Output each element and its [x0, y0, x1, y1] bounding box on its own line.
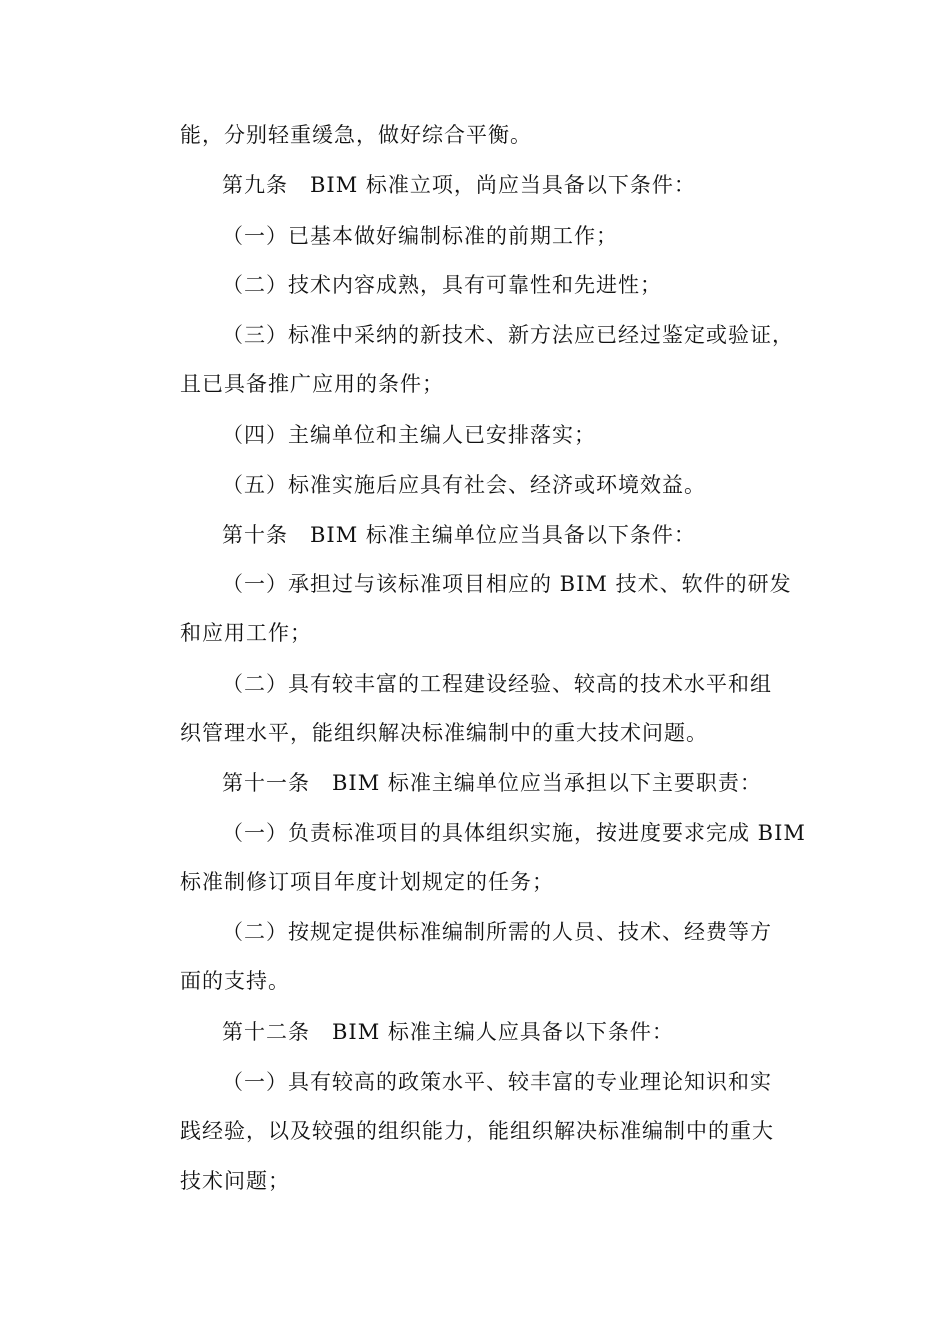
text-line: 践经验，以及较强的组织能力，能组织解决标准编制中的重大 — [180, 1119, 774, 1143]
article-11-heading: 第十一条 BIM 标准主编单位应当承担以下主要职责： — [222, 771, 762, 795]
list-item: （一）负责标准项目的具体组织实施，按进度要求完成 BIM — [222, 821, 806, 845]
text-line: 标准制修订项目年度计划规定的任务； — [180, 870, 554, 894]
list-item: （五）标准实施后应具有社会、经济或环境效益。 — [222, 473, 706, 497]
text-line: 面的支持。 — [180, 969, 290, 993]
article-12-heading: 第十二条 BIM 标准主编人应具备以下条件： — [222, 1020, 674, 1044]
list-item: （一）已基本做好编制标准的前期工作； — [222, 224, 618, 248]
list-item: （二）具有较丰富的工程建设经验、较高的技术水平和组 — [222, 672, 772, 696]
text-line: 能，分别轻重缓急，做好综合平衡。 — [180, 123, 532, 147]
article-9-heading: 第九条 BIM 标准立项，尚应当具备以下条件： — [222, 173, 696, 197]
list-item: （一）承担过与该标准项目相应的 BIM 技术、软件的研发 — [222, 572, 792, 596]
list-item: （三）标准中采纳的新技术、新方法应已经过鉴定或验证， — [222, 323, 794, 347]
list-item: （二）按规定提供标准编制所需的人员、技术、经费等方 — [222, 920, 772, 944]
text-line: 且已具备推广应用的条件； — [180, 372, 444, 396]
text-line: 织管理水平，能组织解决标准编制中的重大技术问题。 — [180, 721, 708, 745]
article-10-heading: 第十条 BIM 标准主编单位应当具备以下条件： — [222, 523, 696, 547]
list-item: （二）技术内容成熟，具有可靠性和先进性； — [222, 273, 662, 297]
text-line: 和应用工作； — [180, 621, 312, 645]
list-item: （四）主编单位和主编人已安排落实； — [222, 423, 596, 447]
list-item: （一）具有较高的政策水平、较丰富的专业理论知识和实 — [222, 1070, 772, 1094]
text-line: 技术问题； — [180, 1169, 290, 1193]
